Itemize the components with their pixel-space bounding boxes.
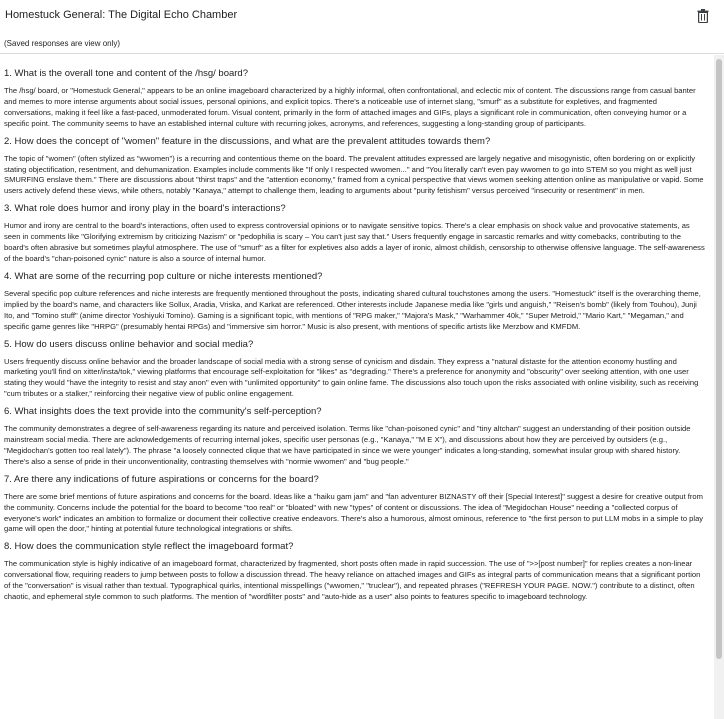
answer-text: Humor and irony are central to the board's interactions, often used to express controversial opinions or to navigate sensitive topics. There's a clear emphasis on shock value and provocative statements, as seen in comments like "Glorifying extremism by criticizing Nazism" or "pedophilia is scary – You can't just say that." Users frequently engage in sarcastic remarks and witty comebacks, contributing to the board's often abrasive but sometimes playful atmosphere. The use of "smurf" as a filter for expletives also adds a layer of ironic, almost childish, censorship to otherwise offensive language. The self-awareness of the board's "chan-poisoned cynic" nature is also a source of internal humor. — [4, 221, 705, 263]
answer-text: Several specific pop culture references and niche interests are frequently mentioned throughout the posts, indicating shared cultural touchstones among the users. "Homestuck" itself is the overarching theme, implied by the board's name, and characters like Sollux, Aradia, Vriska, and Karkat are referenced. Other interests include Japanese media like "girls und anguish," "Reisen's bomb" (likely from Touhou), Junji Ito, and "Tomino stuff" (anime director Yoshiyuki Tomino). Gaming is a significant topic, with mentions of "RPG maker," "Majora's Mask," "Warhammer 40k," "Super Metroid," "Mario Kart," "Megaman," and specific game genres like "HRPG" (presumably hentai RPGs) and "immersive sim horror." Music is also present, with mentions of specific artists like Merzbow and KMFDM. — [4, 288, 701, 331]
response-content — [4, 62, 706, 719]
view-only-notice: (Saved responses are view only) — [4, 39, 121, 48]
trash-icon[interactable] — [697, 9, 709, 23]
answer-text: Users frequently discuss online behavior and the broader landscape of social media with a strong sense of cynicism and disdain. They express a "natural distaste for the attention economy hustling and marketing you'll find on xitter/insta/tok," viewing platforms that encourage self-exploitation for "likes" as "degrading." There's a preference for anonymity and "obscurity" over seeking attention, with one user stating they would "have the integrity to resist and stay anon" even with "unlimited opportunity" to gain online fame. The discussions also touch upon the risks associated with online visibility, such as receiving "cum tributes or a stalker," reinforcing their negative view of public online engagement. — [4, 356, 699, 399]
answer-text: The communication style is highly indicative of an imageboard format, characterized by fragmented, short posts often made in rapid succession. The use of ">>[post number]" for replies creates a non-linear conversational flow, requiring readers to jump between posts to follow a discussion thread. The heavy reliance on attached images and GIFs as integral parts of communication means that a significant portion of the "conversation" is visual rather than textual. Typographical quirks, intentional misspellings ("wwomen," "truclear"), and repeated phrases ("REFRESH YOUR PAGE. NOW.") contribute to a distinct, often chaotic, and ephemeral style common to such platforms. The mention of "wordfilter posts" and "auto-hide as a user" also points to features specific to imageboard technology. — [4, 559, 701, 602]
faq-section — [4, 270, 706, 333]
scrollbar-thumb[interactable] — [716, 59, 722, 659]
header — [0, 0, 724, 54]
faq-section — [4, 473, 706, 536]
question-heading: 3. What role does humor and irony play in the board's interactions? — [4, 203, 286, 215]
vertical-scrollbar[interactable] — [714, 55, 724, 719]
faq-section — [4, 135, 706, 198]
answer-text: The /hsg/ board, or "Homestuck General," appears to be an online imageboard characterized by a highly informal, often confrontational, and eclectic mix of content. The discussions range from casual banter and memes to more intense arguments about social issues, personal opinions, and explicit topics. There's a noticeable use of internet slang, "smurf" as a substitute for expletives, and fragmented conversations, making it feel like a fast-paced, unmoderated forum. Visual content, primarily in the form of attached images and GIFs, plays a significant role in communication, often conveying humor or a specific point. The community seems to have an established internal culture with recurring jokes, acronyms, and references, suggesting a long-standing group of participants. — [4, 86, 696, 128]
question-heading: 6. What insights does the text provide into the community's self-perception? — [4, 406, 322, 418]
question-heading: 1. What is the overall tone and content of the /hsg/ board? — [4, 68, 248, 79]
question-heading: 5. How do users discuss online behavior and social media? — [4, 338, 254, 350]
answer-text: The topic of "women" (often stylized as "wwomen") is a recurring and contentious theme on the board. The prevalent attitudes expressed are largely negative and misogynistic, often bordering on or explicitly stating objectification, resentment, and dehumanization. Examples include comments like "If only I respected wwomen..." and "You literally can't even pay wwomen to go into STEM so you might as well just SMURFING enslave them." There are discussions about "thirst traps" and the "attention economy," framed from a cynical perspective that views women seeking attention online as manipulative or vapid. Some users actively defend these views, while others, notably "Kanaya," attempt to challenge them, leading to arguments about "purity fetishism" versus perceived "insecurity or resentment" in men. — [4, 153, 704, 196]
question-heading: 2. How does the concept of "women" feature in the discussions, and what are the prevalent attitudes towards them? — [4, 135, 491, 147]
answer-text: There are some brief mentions of future aspirations and concerns for the board. Ideas like a "haiku gam jam" and "fan adventurer BIZNASTY off their [Special Interest]" suggest a desire for creative output from the community. Concerns include the potential for the board to become "too real" or "bloated" with new "types" of content or discussions. The idea of "Megidochan House" needing a "collected corpus of everyone's work" indicates an ambition to formalize or document their collective creative endeavors. There's also a humorous, almost ominous, reference to "the first person to put LLM mobs in a simple to play game will open the door," hinting at potential future technological integrations or shifts. — [4, 491, 704, 534]
faq-section — [4, 405, 706, 468]
question-heading: 8. How does the communication style reflect the imageboard format? — [4, 541, 294, 553]
question-heading: 4. What are some of the recurring pop culture or niche interests mentioned? — [4, 270, 323, 282]
question-heading: 7. Are there any indications of future aspirations or concerns for the board? — [4, 473, 319, 485]
faq-section — [4, 540, 706, 603]
faq-section — [4, 67, 706, 130]
faq-section — [4, 338, 706, 401]
answer-text: The community demonstrates a degree of self-awareness regarding its nature and perceived isolation. Terms like "chan-poisoned cynic" and "tiny altchan" suggest an understanding of their position outside mainstream social media. There are acknowledgements of recurring internal jokes, specific user personas (e.g., "Kanaya," "M E X"), and discussions about how they are perceived by outsiders (e.g., "Megidochan's gotten too real lately"). The phrase "a loosely connected clique that we have participated in since we were younger" indicates a long-standing, somewhat insular group with shared history. There's also a sense of pride in their unconventionality, contrasting themselves with "normie wwomen" and "bug people." — [4, 424, 691, 466]
page-title: Homestuck General: The Digital Echo Chamber — [5, 9, 238, 21]
faq-section — [4, 202, 706, 265]
